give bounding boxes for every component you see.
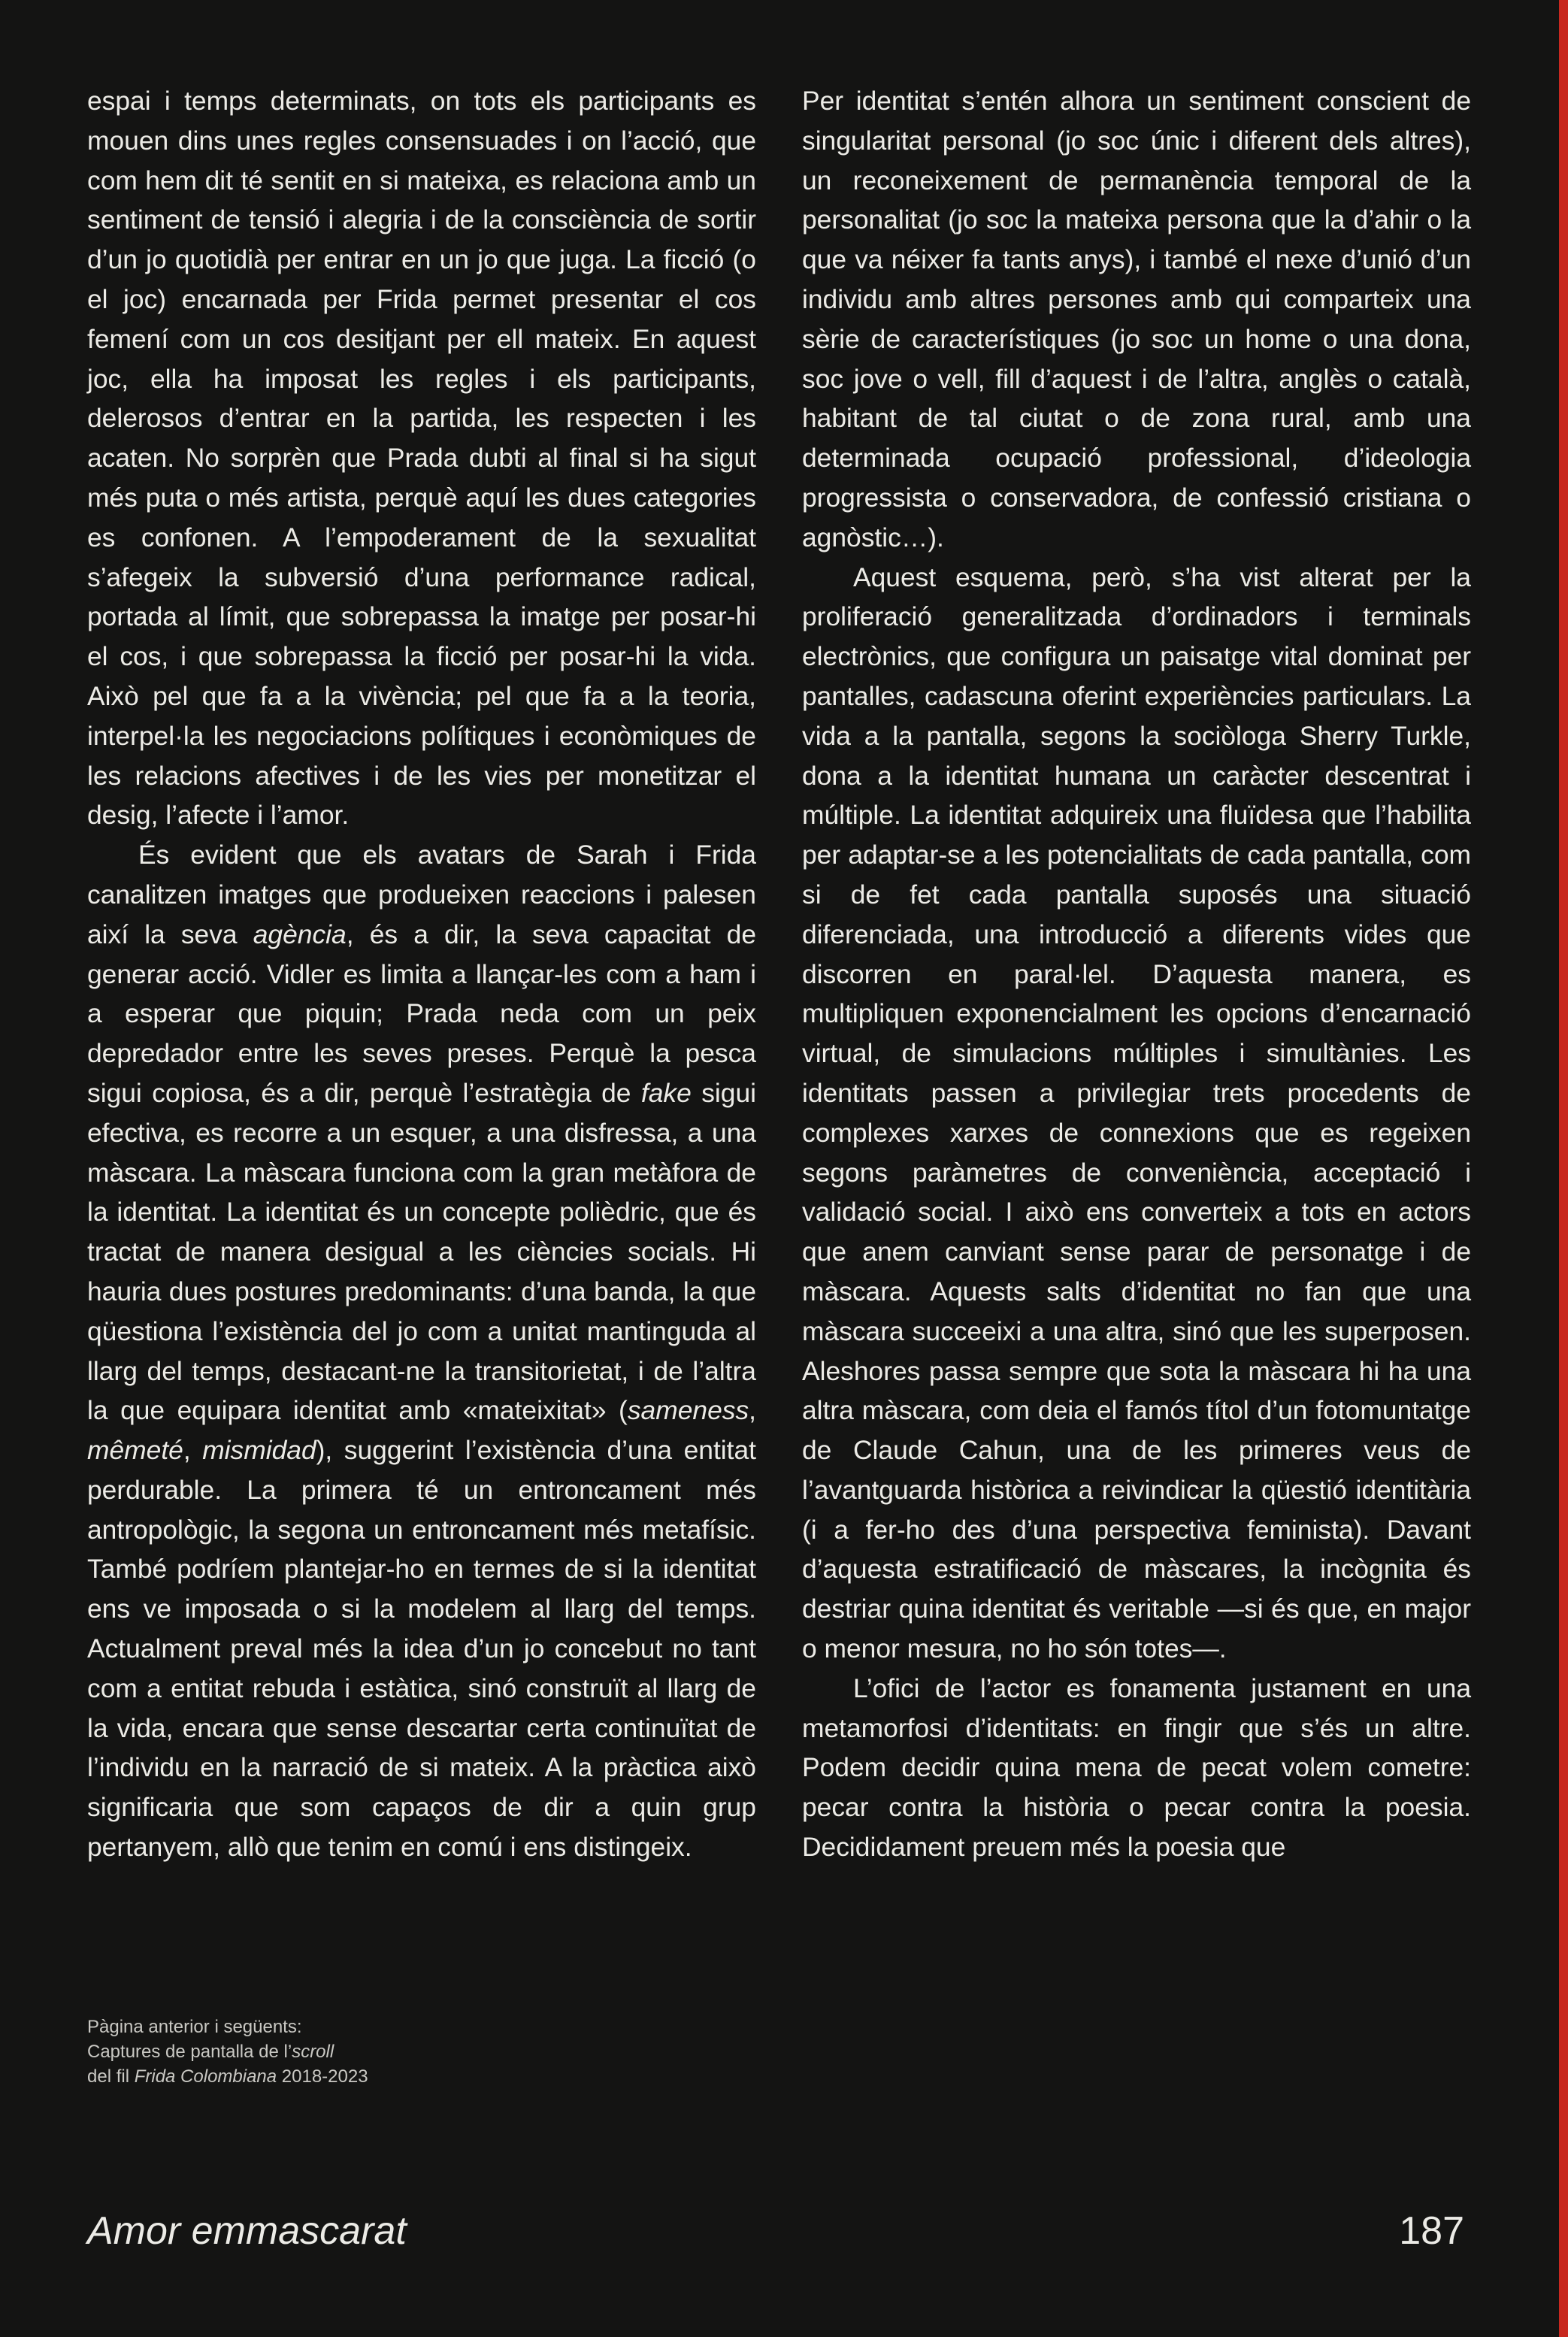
italic-term: fake <box>640 1077 692 1108</box>
caption-line-2 <box>87 2039 613 2064</box>
italic-term: mêmeté <box>87 1435 183 1466</box>
running-footer-title: Amor emmascarat <box>87 2209 407 2253</box>
image-caption <box>87 2015 613 2089</box>
caption-line-3-text: del fil <box>87 2066 135 2087</box>
paragraph-text: ), suggerint l’existència d’una entitat perdurable. La primera té un entroncament més antropològic, la segona un entroncament més metafísic. També podríem plantejar-ho en termes de si la identitat ens ve imposada o si la modelem al llarg del temps. Actualment preval més la idea d’un jo concebut no tant com a entitat rebuda i estàtica, sinó construït al llarg de la vida, encara que sense descartar certa continuïtat de l’individu en la narració de si mateix. A la pràctica això significaria que som capaços de dir a quin grup pertanyem, allò que tenim en comú i ens distingeix. <box>87 1435 757 1863</box>
caption-line-2-text: Captures de pantalla de l’ <box>87 2042 292 2062</box>
paragraph <box>802 1669 1471 1867</box>
paragraph <box>87 835 756 1867</box>
paragraph-text: , <box>749 1395 756 1426</box>
caption-line-1: Pàgina anterior i següents: <box>87 2017 302 2037</box>
paragraph-text: , és a dir, la seva capacitat de generar acció. Vidler es limita a llançar-les com a ham i a esperar que piquin; Prada neda com un peix depredador entre les seves preses. Perquè la pesca sigui copiosa, és a dir, perquè l’estratègia de <box>87 919 757 1108</box>
caption-line-2-italic: scroll <box>292 2042 334 2062</box>
caption-line-3 <box>87 2064 613 2089</box>
page-number: 187 <box>1399 2209 1464 2253</box>
paragraph-text: L’ofici de l’actor es fonamenta justament en una metamorfosi d’identitats: en fingir que s’és un altre. Podem decidir quina mena de pecat volem cometre: pecar contra la història o pecar contra la poesia. Decididament preuem més la poesia que <box>802 1673 1471 1863</box>
italic-term: mismidad <box>202 1435 316 1466</box>
paragraph-text: Aquest esquema, però, s’ha vist alterat per la proliferació generalitzada d’ordinadors i terminals electrònics, que configura un paisatge vital dominat per pantalles, cadascuna oferint experiències particulars. La vida a la pantalla, segons la sociòloga Sherry Turkle, dona a la identitat humana un caràcter descentrat i múltiple. La identitat adquireix una fluïdesa que l’habilita per adaptar-se a les potencialitats de cada pantalla, com si de fet cada pantalla suposés una situació diferenciada, una introducció a diferents vides que discorren en paral·lel. D’aquesta manera, es multipliquen exponencialment les opcions d’encarnació virtual, de simulacions múltiples i simultànies. Les identitats passen a privilegiar trets procedents de complexes xarxes de connexions que es regeixen segons paràmetres de conveniència, acceptació i validació social. I això ens converteix a tots en actors que anem canviant sense parar de personatge i de màscara. Aquests salts d’identitat no fan que una màscara succeeixi a una altra, sinó que les superposen. Aleshores passa sempre que sota la màscara hi ha una altra màscara, com deia el famós títol d’un fotomuntatge de Claude Cahun, una de les primeres veus de l’avantguarda històrica a reivindicar la qüestió identitària (i a fer-ho des d’una perspectiva feminista). Davant d’aquesta estratificació de màscares, la incògnita és destriar quina identitat és veritable —si és que, en major o menor mesura, no ho són totes—. <box>802 562 1471 1664</box>
left-text-column <box>87 81 756 1867</box>
paragraph-text: sigui efectiva, es recorre a un esquer, a una disfressa, a una màscara. La màscara funciona com la gran metàfora de la identitat. La identitat és un concepte polièdric, que és tractat de manera desigual a les ciències socials. Hi hauria dues postures predominants: d’una banda, la que qüestiona l’existència del jo com a unitat mantinguda al llarg del temps, destacant-ne la transitorietat, i de l’altra la que equipara identitat amb «mateixitat» ( <box>87 1077 756 1426</box>
paragraph-text: Per identitat s’entén alhora un sentiment conscient de singularitat personal (jo soc únic i diferent dels altres), un reconeixement de permanència temporal de la personalitat (jo soc la mateixa persona que la d’ahir o la que va néixer fa tants anys), i també el nexe d’unió d’un individu amb altres persones amb qui comparteix una sèrie de característiques (jo soc un home o una dona, soc jove o vell, fill d’aquest i de l’altra, anglès o català, habitant de tal ciutat o de zona rural, amb una determinada ocupació professional, d’ideologia progressista o conservadora, de confessió cristiana o agnòstic…). <box>802 86 1471 552</box>
paragraph-text: És evident que els avatars de Sarah i Frida canalitzen imatges que produeixen reaccions i palesen així la seva <box>87 840 756 949</box>
caption-line-3-italic: Frida Colombiana <box>134 2066 277 2087</box>
paragraph <box>802 81 1471 558</box>
paragraph-text: , <box>183 1435 203 1466</box>
italic-term: sameness <box>627 1395 749 1426</box>
paragraph <box>87 81 756 835</box>
page-edge-accent <box>1559 0 1568 2337</box>
caption-line-3-suffix: 2018-2023 <box>277 2066 368 2087</box>
right-text-column <box>802 81 1471 1867</box>
paragraph-text: espai i temps determinats, on tots els participants es mouen dins unes regles consensuades i on l’acció, que com hem dit té sentit en si mateixa, es relaciona amb un sentiment de tensió i alegria i de la consciència de sortir d’un jo quotidià per entrar en un jo que juga. La ficció (o el joc) encarnada per Frida permet presentar el cos femení com un cos desitjant per ell mateix. En aquest joc, ella ha imposat les regles i els participants, delerosos d’entrar en la partida, les respecten i les acaten. No sorprèn que Prada dubti al final si ha sigut més puta o més artista, perquè aquí les dues categories es confonen. A l’empoderament de la sexualitat s’afegeix la subversió d’una performance radical, portada al límit, que sobrepassa la imatge per posar-hi el cos, i que sobrepassa la ficció per posar-hi la vida. Això pel que fa a la vivència; pel que fa a la teoria, interpel·la les negociacions polítiques i econòmiques de les relacions afectives i de les vies per monetitzar el desig, l’afecte i l’amor. <box>87 86 756 831</box>
italic-term: agència <box>253 919 347 949</box>
paragraph <box>802 558 1471 1669</box>
